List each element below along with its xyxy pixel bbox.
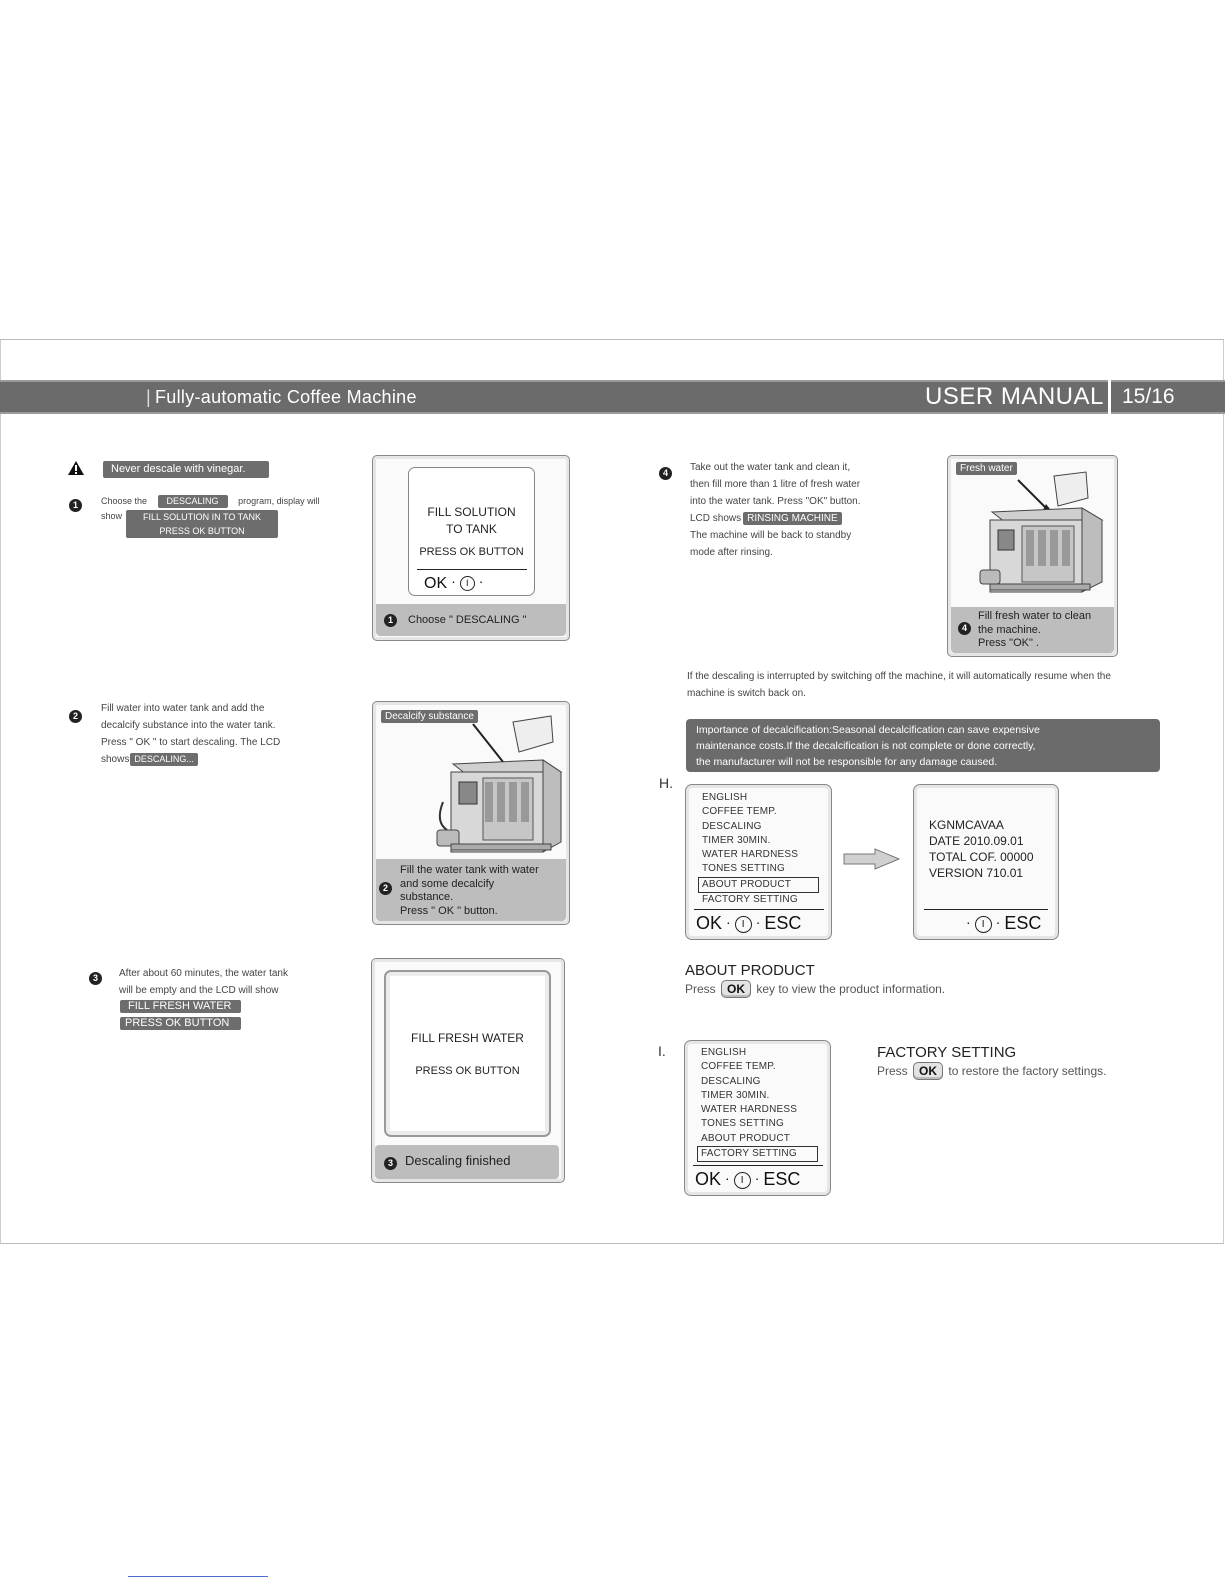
step1-caption-text: Choose " DESCALING " <box>408 614 527 626</box>
esc-label: ESC <box>764 913 802 933</box>
step1-lcd-line2: TO TANK <box>446 522 497 536</box>
step1-caption <box>376 604 566 636</box>
page-number: 15/16 <box>1122 385 1175 408</box>
step4-line3: into the water tank. Press "OK" button. <box>690 496 861 507</box>
power-icon: I <box>460 576 475 591</box>
step3-line1: After about 60 minutes, the water tank <box>119 968 288 979</box>
product-info-date: DATE 2010.09.01 <box>929 834 1024 848</box>
importance-line3: the manufacturer will not be responsible for any damage caused. <box>696 756 998 768</box>
coffee-machine-image <box>433 712 563 857</box>
factory-setting-title: FACTORY SETTING <box>877 1044 1017 1061</box>
menu-item-coffee-temp: COFFEE TEMP. <box>702 806 777 818</box>
step1-lcd-rule <box>417 569 527 570</box>
power-icon: I <box>734 1172 751 1189</box>
step2-caption-line4: Press " OK " button. <box>400 904 498 917</box>
importance-line1: Importance of decalcification:Seasonal decalcification can save expensive <box>696 724 1040 736</box>
coffee-machine-image <box>978 466 1113 596</box>
step4-caption-line3: Press "OK" . <box>978 637 1039 649</box>
menu-item-factory-setting-selected: FACTORY SETTING <box>697 1146 818 1162</box>
step3-line2: will be empty and the LCD will show <box>119 985 279 996</box>
step4-panel <box>947 455 1118 657</box>
section-i-controls: OK · I · ESC <box>695 1169 801 1189</box>
step1-lcd-controls: OK · I · <box>424 573 484 592</box>
step1-number: 1 <box>69 499 82 512</box>
step3-caption-text: Descaling finished <box>405 1153 511 1168</box>
factory-setting-desc-text: to restore the factory settings. <box>948 1064 1107 1078</box>
menu-item-tones-setting: TONES SETTING <box>701 1118 784 1130</box>
menu-item-tones-setting: TONES SETTING <box>702 863 785 875</box>
section-h-info-screen <box>913 784 1059 940</box>
arrow-right-icon <box>843 848 901 870</box>
step4-line1: Take out the water tank and clean it, <box>690 462 851 473</box>
resume-note <box>687 668 1111 702</box>
step3-tag2: PRESS OK BUTTON <box>120 1017 241 1030</box>
power-icon: I <box>975 916 992 933</box>
ok-key-icon: OK <box>913 1062 943 1080</box>
step3-lcd <box>384 970 551 1137</box>
resume-note-line2: machine is switch back on. <box>687 688 806 699</box>
menu-item-about-product: ABOUT PRODUCT <box>701 1132 791 1144</box>
step3-number: 3 <box>89 972 102 985</box>
header-divider <box>1108 378 1111 416</box>
step4-caption-line2: the machine. <box>978 623 1041 636</box>
menu-item-about-product-selected: ABOUT PRODUCT <box>698 877 819 893</box>
about-product-desc-text: key to view the product information. <box>756 982 946 996</box>
section-h-menu <box>702 791 819 907</box>
step2-text <box>101 700 280 768</box>
menu-item-english: ENGLISH <box>702 792 748 803</box>
footer-link-rule <box>128 1576 268 1577</box>
menu-item-descaling: DESCALING <box>702 820 762 832</box>
step2-caption-text <box>400 864 539 918</box>
step2-image-label: Decalcify substance <box>381 710 478 723</box>
importance-box <box>686 719 1160 772</box>
section-h-info-controls: · I · ESC <box>966 913 1042 933</box>
menu-item-timer: TIMER 30MIN. <box>701 1089 770 1101</box>
step2-caption-line2: and some decalcify <box>400 877 495 890</box>
esc-label: ESC <box>763 1169 801 1189</box>
step2-line4 <box>101 751 280 768</box>
step3-text <box>119 965 288 999</box>
step2-line3: Press " OK " to start descaling. The LCD <box>101 737 281 748</box>
press-label: Press <box>685 982 716 996</box>
menu-item-factory-setting: FACTORY SETTING <box>702 894 798 906</box>
factory-setting-desc <box>877 1062 1106 1080</box>
step2-caption-line1: Fill the water tank with water <box>400 864 539 876</box>
step4-line4 <box>690 510 861 527</box>
power-icon: I <box>735 916 752 933</box>
ok-key-icon: OK <box>721 980 751 998</box>
step3-lcd-line1: FILL FRESH WATER <box>411 1031 524 1045</box>
menu-item-coffee-temp: COFFEE TEMP. <box>701 1061 776 1073</box>
step1-caption-number: 1 <box>384 614 397 627</box>
menu-rule <box>694 909 824 910</box>
step1-display-tag <box>126 510 278 538</box>
step2-caption-number: 2 <box>379 882 392 895</box>
step2-descaling-tag: DESCALING... <box>130 753 198 766</box>
section-h-controls: OK · I · ESC <box>696 913 802 933</box>
step2-line1: Fill water into water tank and add the <box>101 703 265 714</box>
step3-tag1: FILL FRESH WATER <box>120 1000 241 1013</box>
product-info-model: KGNMCAVAA <box>929 818 1004 832</box>
step1-tag-line2: PRESS OK BUTTON <box>159 526 245 536</box>
step4-line6: mode after rinsing. <box>690 547 773 558</box>
press-label: Press <box>877 1064 908 1078</box>
step1-text-c: show <box>101 511 123 521</box>
section-h-menu-screen <box>685 784 832 940</box>
manual-title: | Fully-automatic Coffee Machine <box>146 387 417 407</box>
step3-caption-number: 3 <box>384 1157 397 1170</box>
step1-text-a: Choose the <box>101 496 148 506</box>
menu-item-water-hardness: WATER HARDNESS <box>702 849 799 861</box>
user-manual-label: USER MANUAL <box>925 383 1104 410</box>
step1-text-b: program, display will <box>238 496 320 506</box>
step1-text <box>101 493 320 510</box>
step2-line2: decalcify substance into the water tank. <box>101 720 276 731</box>
product-info <box>929 817 1034 881</box>
menu-item-english: ENGLISH <box>701 1047 747 1058</box>
step1-tag-line1: FILL SOLUTION IN TO TANK <box>142 512 262 522</box>
step4-caption-number: 4 <box>958 622 971 635</box>
resume-note-line1: If the descaling is interrupted by switching off the machine, it will automatically resume when the <box>687 671 1111 682</box>
step1-lcd <box>408 467 535 596</box>
step4-caption-line1: Fill fresh water to clean <box>978 610 1092 622</box>
manual-title-text: Fully-automatic Coffee Machine <box>154 387 417 407</box>
about-product-title: ABOUT PRODUCT <box>685 962 815 979</box>
step1-descaling-tag: DESCALING <box>158 495 228 508</box>
section-i-menu <box>701 1046 818 1162</box>
step4-image-label: Fresh water <box>956 462 1017 475</box>
step4-number: 4 <box>659 467 672 480</box>
step4-caption <box>951 607 1114 653</box>
step4-line2: then fill more than 1 litre of fresh water <box>690 479 861 490</box>
step1-lcd-line3: PRESS OK BUTTON <box>419 546 524 558</box>
step4-lcd-shows: LCD shows <box>690 513 742 524</box>
step1-panel <box>372 455 570 641</box>
section-i-label: I. <box>658 1043 666 1059</box>
step2-caption <box>376 859 566 921</box>
section-h-label: H. <box>659 775 673 791</box>
info-rule <box>924 909 1048 910</box>
step4-text <box>690 459 861 561</box>
menu-item-timer: TIMER 30MIN. <box>702 834 771 846</box>
menu-item-water-hardness: WATER HARDNESS <box>701 1104 798 1116</box>
warning-text: Never descale with vinegar. <box>103 461 269 478</box>
menu-rule <box>693 1165 823 1166</box>
product-info-total: TOTAL COF. 00000 <box>929 850 1034 864</box>
menu-item-descaling: DESCALING <box>701 1075 761 1087</box>
step4-line5: The machine will be back to standby <box>690 530 852 541</box>
section-i-menu-screen <box>684 1040 831 1196</box>
product-info-version: VERSION 710.01 <box>929 866 1024 880</box>
step2-number: 2 <box>69 710 82 723</box>
ok-label: OK <box>695 1169 722 1189</box>
step2-caption-line3: substance. <box>400 891 454 903</box>
step3-caption <box>375 1145 559 1179</box>
about-product-desc <box>685 980 945 998</box>
step1-lcd-line1: FILL SOLUTION <box>427 505 516 519</box>
esc-label: ESC <box>1004 913 1042 933</box>
step1-ok-label: OK <box>424 575 448 592</box>
step4-rinsing-tag: RINSING MACHINE <box>743 512 842 525</box>
importance-line2: maintenance costs.If the decalcification is not complete or done correctly, <box>696 740 1036 752</box>
step2-shows: shows <box>101 754 130 765</box>
step4-caption-text <box>978 610 1091 651</box>
step3-panel <box>371 958 565 1183</box>
step2-panel <box>372 701 570 925</box>
step3-lcd-line2: PRESS OK BUTTON <box>415 1065 520 1077</box>
ok-label: OK <box>696 913 723 933</box>
warning-icon <box>67 460 85 481</box>
